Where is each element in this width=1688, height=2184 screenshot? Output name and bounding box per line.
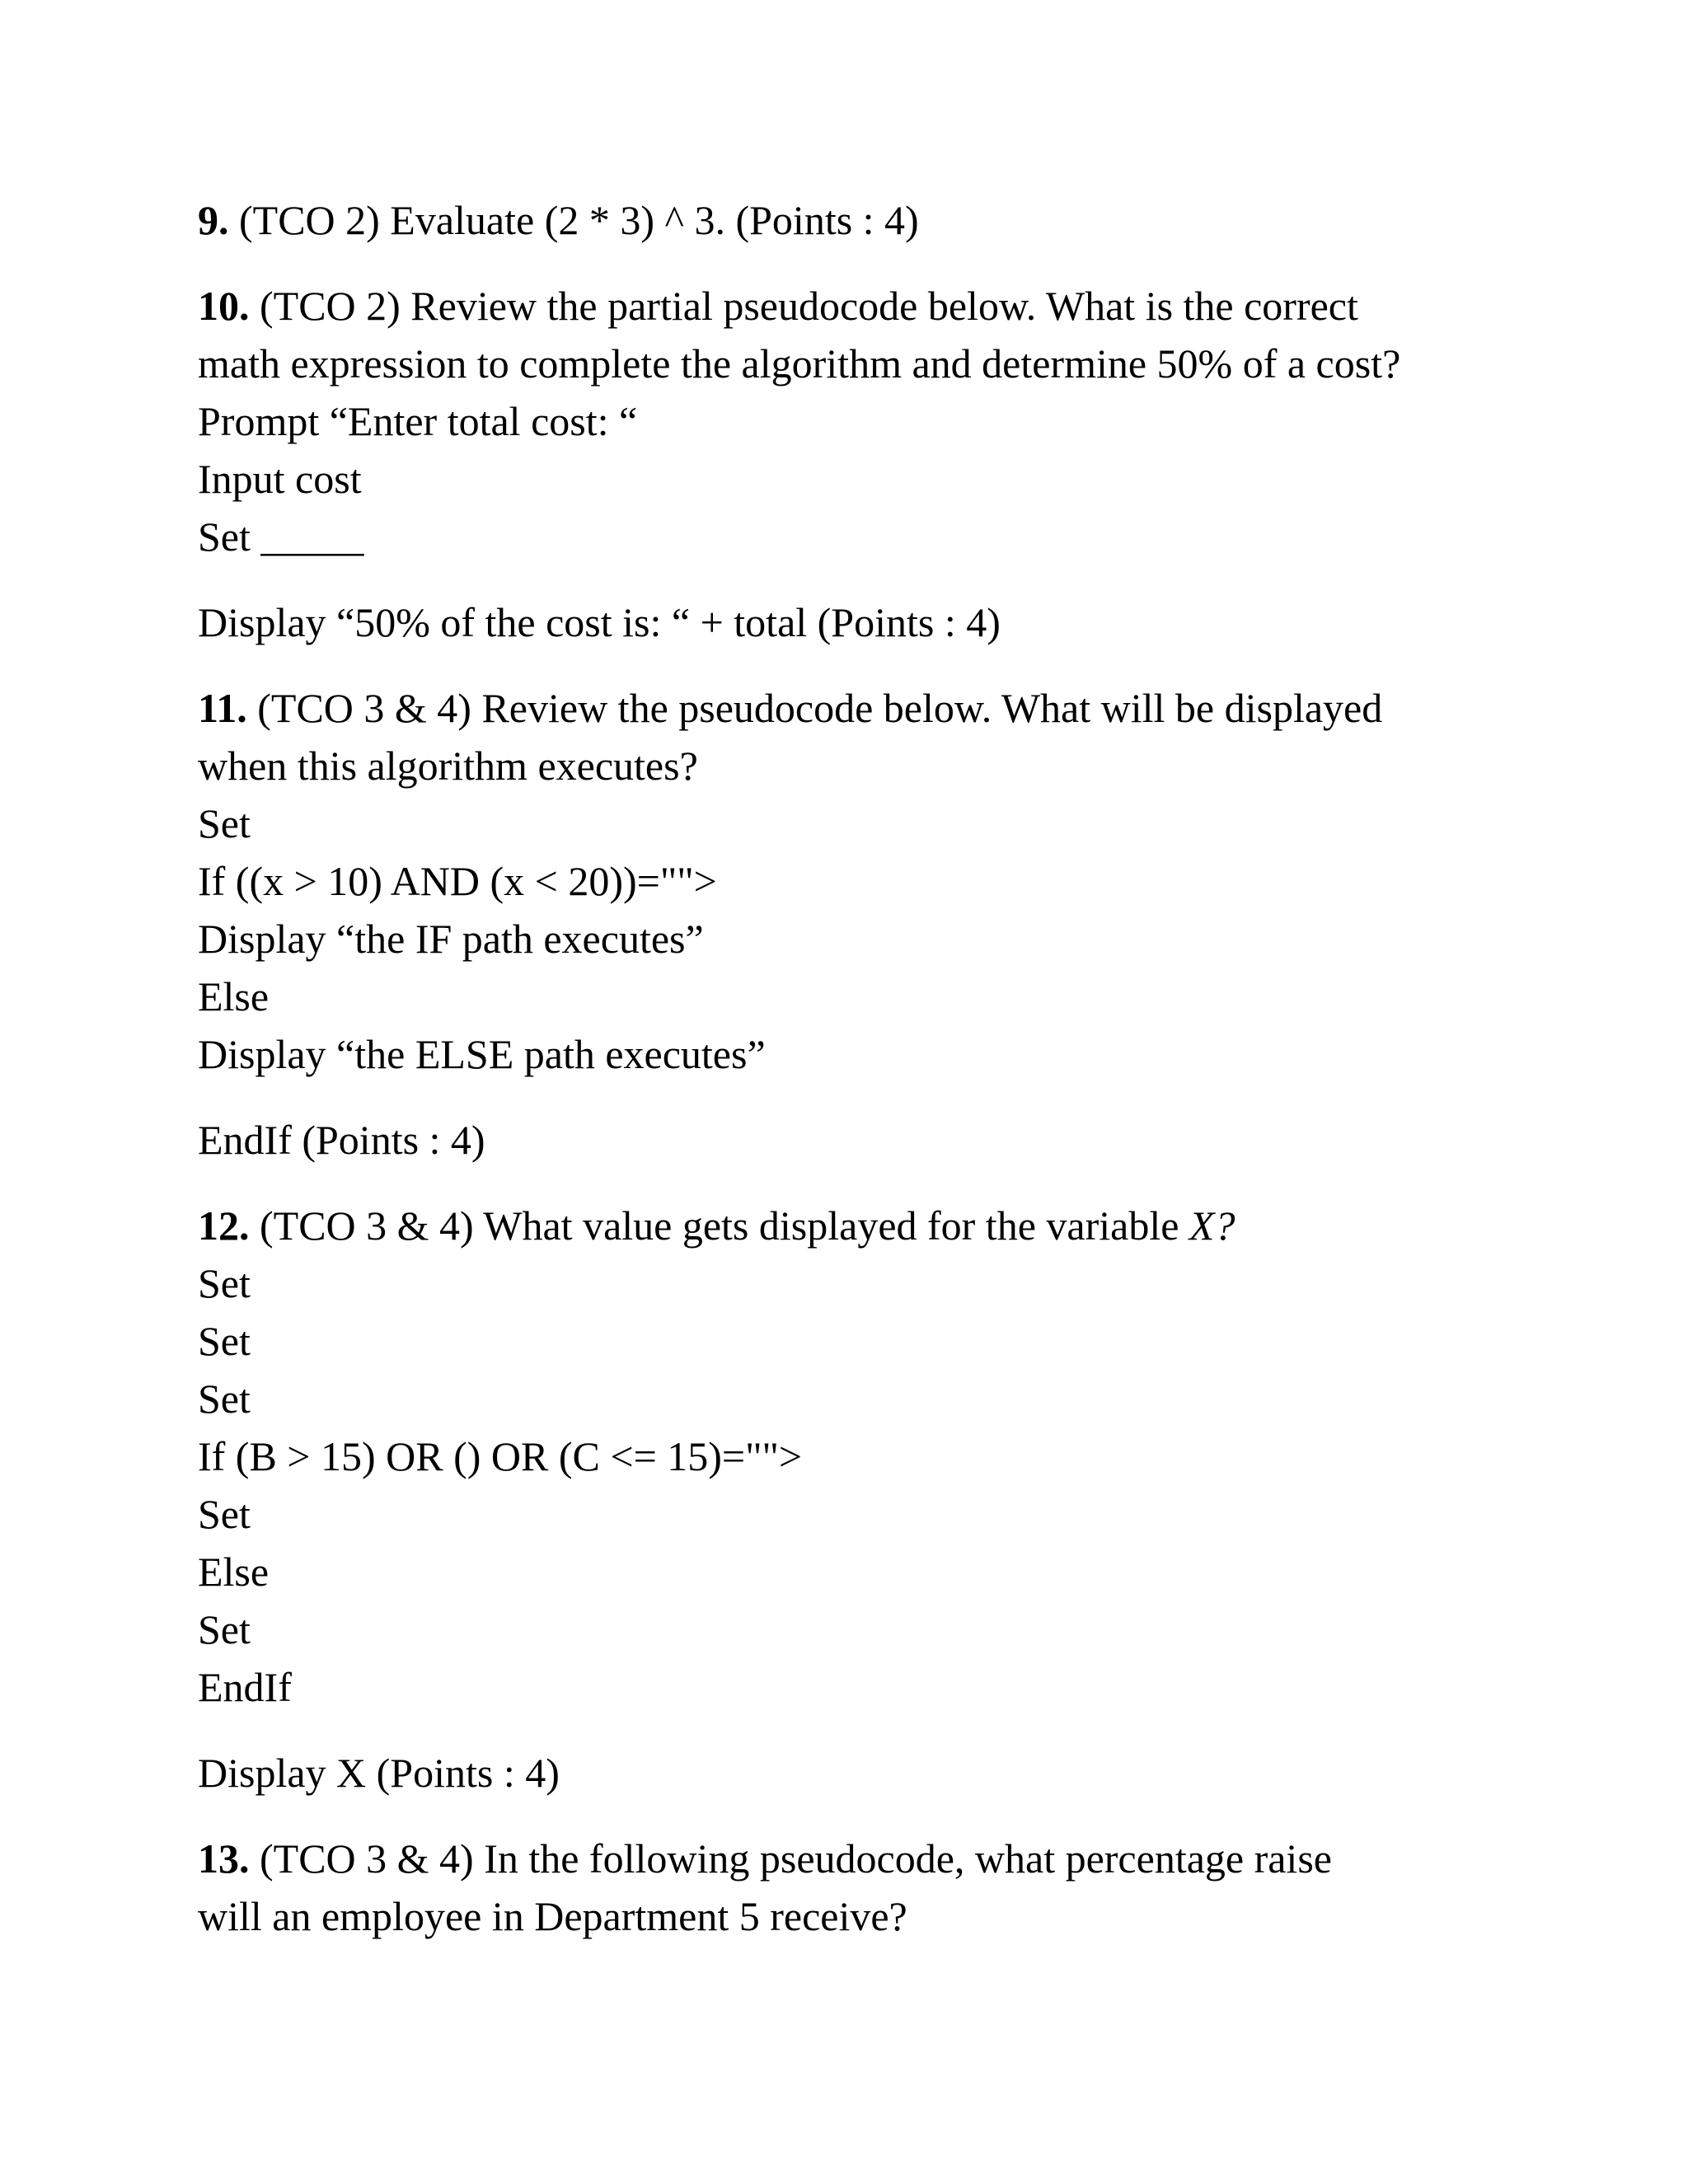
pseudocode-line: Display “the ELSE path executes”: [198, 1031, 766, 1077]
question-text: when this algorithm executes?: [198, 743, 698, 789]
question-12-line-1: [198, 1197, 1550, 1254]
question-9-line-1: [198, 191, 1550, 249]
question-13-line-1: [198, 1830, 1550, 1887]
question-10-line-1: [198, 277, 1550, 335]
pseudocode-line: Set: [198, 1606, 251, 1652]
question-number: 9.: [198, 197, 229, 243]
question-13: [198, 1830, 1550, 1945]
pseudocode-line: Set: [198, 1260, 251, 1306]
pseudocode-line: Display “the IF path executes”: [198, 916, 704, 962]
question-10: [198, 277, 1550, 651]
question-text: (TCO 3 & 4) What value gets displayed for the variable: [260, 1202, 1189, 1249]
pseudocode-line: Display “50% of the cost is: “ + total (Points : 4): [198, 599, 1001, 645]
question-text: (TCO 2) Evaluate (2 * 3) ^ 3. (Points : 4): [239, 197, 919, 243]
question-number: 13.: [198, 1835, 250, 1882]
question-list: [198, 191, 1550, 1973]
question-9: [198, 191, 1550, 249]
pseudocode-line: Set: [198, 1376, 251, 1422]
pseudocode-line: EndIf (Points : 4): [198, 1117, 485, 1163]
pseudocode-line: Display X (Points : 4): [198, 1750, 560, 1796]
question-text: math expression to complete the algorithm and determine 50% of a cost?: [198, 340, 1401, 387]
pseudocode-line: Else: [198, 973, 270, 1019]
pseudocode-line: Prompt “Enter total cost: “: [198, 398, 638, 444]
pseudocode-line: Set _____: [198, 513, 364, 560]
question-number: 11.: [198, 685, 247, 731]
pseudocode-line: Set: [198, 1491, 251, 1537]
question-number: 10.: [198, 283, 250, 329]
pseudocode-line: Set: [198, 1318, 251, 1364]
pseudocode-line: If (B > 15) OR () OR (C <= 15)="">: [198, 1433, 803, 1479]
question-text: (TCO 3 & 4) In the following pseudocode, what percentage raise: [260, 1835, 1332, 1882]
pseudocode-line: EndIf: [198, 1664, 292, 1710]
question-text: (TCO 2) Review the partial pseudocode below. What is the correct: [260, 283, 1358, 329]
question-number: 12.: [198, 1202, 250, 1249]
pseudocode-line: If ((x > 10) AND (x < 20))="">: [198, 858, 717, 904]
question-text: will an employee in Department 5 receive?: [198, 1893, 907, 1939]
pseudocode-line: Set: [198, 800, 251, 846]
question-12: [198, 1197, 1550, 1802]
question-11-line-1: [198, 679, 1550, 737]
pseudocode-line: Else: [198, 1549, 270, 1595]
question-11: [198, 679, 1550, 1169]
variable-name: X?: [1189, 1202, 1236, 1249]
question-text: (TCO 3 & 4) Review the pseudocode below. What will be displayed: [257, 685, 1383, 731]
pseudocode-line: Input cost: [198, 456, 362, 502]
